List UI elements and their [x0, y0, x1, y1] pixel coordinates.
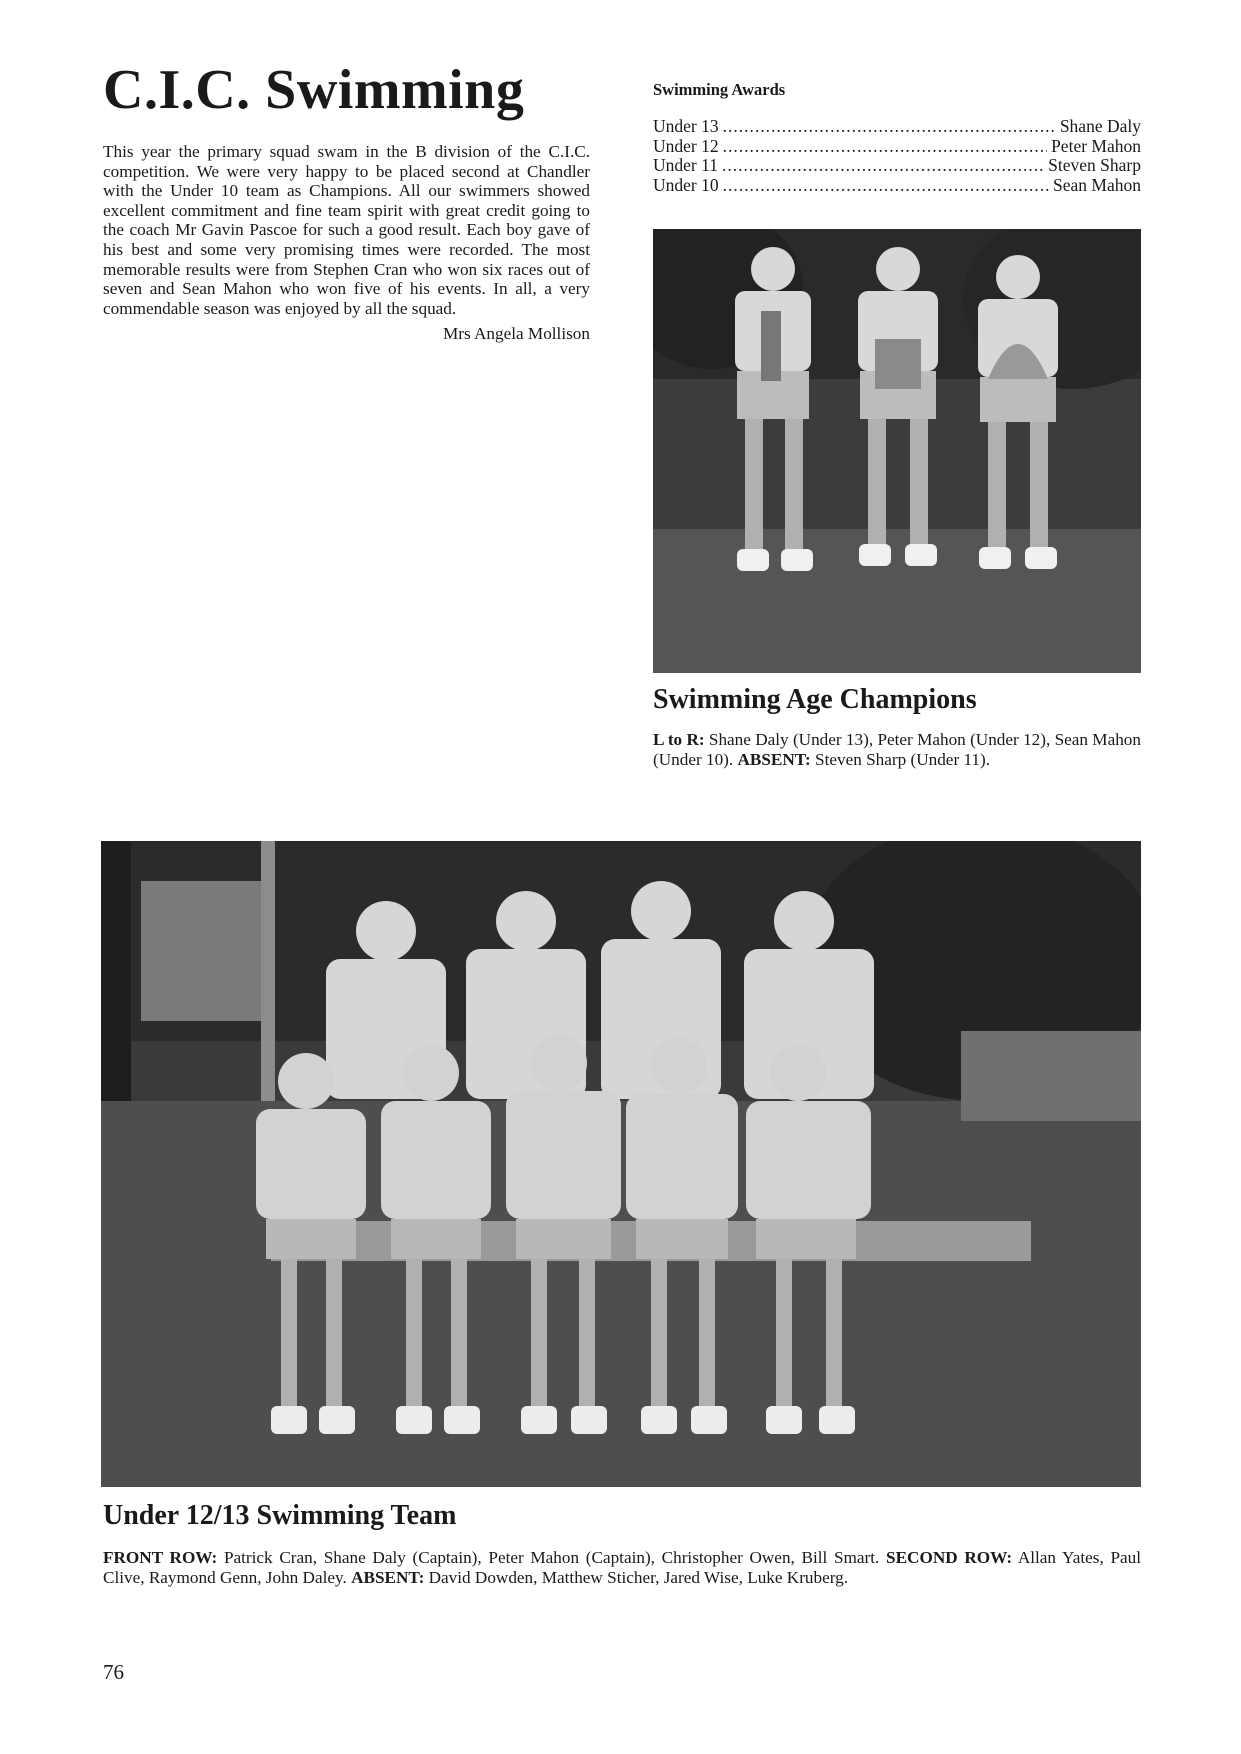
- front-row-text: Patrick Cran, Shane Daly (Captain), Peter Mahon (Captain), Christopher Owen, Bill Smart.: [217, 1548, 887, 1567]
- age-champions-caption: [653, 730, 1141, 769]
- page-number: 76: [103, 1660, 124, 1684]
- team-caption: [103, 1548, 1141, 1587]
- dot-leader: [723, 137, 1047, 157]
- second-row-label: SECOND ROW:: [886, 1548, 1013, 1567]
- age-champions-photo: [653, 229, 1141, 673]
- dot-leader: [723, 117, 1056, 137]
- caption-text: Shane Daly (Under 13), Peter Mahon (Under 12), Sean Mahon (Under 10).: [653, 730, 1141, 769]
- caption-label: L to R:: [653, 730, 705, 749]
- article-author: Mrs Angela Mollison: [442, 324, 590, 343]
- absent-text: Steven Sharp (Under 11).: [810, 749, 991, 769]
- age-champions-illustration: [653, 229, 1141, 673]
- award-winner: Sean Mahon: [1053, 174, 1141, 195]
- absent-label: ABSENT:: [737, 749, 811, 769]
- award-category: Under 10: [653, 174, 719, 195]
- award-category: Under 13: [653, 116, 719, 136]
- front-row-label: FRONT ROW:: [103, 1548, 218, 1567]
- awards-list: [653, 117, 1141, 195]
- award-winner: Shane Daly: [1059, 116, 1141, 136]
- award-winner: Steven Sharp: [1048, 155, 1141, 176]
- absent-text: David Dowden, Matthew Sticher, Jared Wise, Luke Kruberg.: [424, 1567, 849, 1587]
- absent-label: ABSENT:: [351, 1567, 425, 1587]
- award-row: [653, 137, 1141, 157]
- award-category: Under 11: [653, 155, 718, 176]
- award-row: [653, 156, 1141, 176]
- award-row: [653, 117, 1141, 137]
- team-heading: Under 12/13 Swimming Team: [103, 1500, 457, 1531]
- article-title: C.I.C. Swimming: [103, 59, 525, 121]
- award-row: [653, 176, 1141, 196]
- dot-leader: [723, 176, 1049, 196]
- article-body: This year the primary squad swam in the B division of the C.I.C. competition. We were very happy to be placed second at Chandler with the Under 10 team as Champions. All our swimmers showed excellent commitment and fine team spirit with great credit going to the coach Mr Gavin Pascoe for such a good result. Each boy gave of his best and some very promising times were recorded. The most memorable results were from Stephen Cran who won six races out of seven and Sean Mahon who won five of his events. In all, a very commendable season was enjoyed by all the squad.: [103, 142, 590, 318]
- team-photo: [101, 841, 1141, 1487]
- dot-leader: [722, 156, 1044, 176]
- award-winner: Peter Mahon: [1051, 135, 1141, 156]
- award-category: Under 12: [653, 135, 719, 156]
- awards-heading: Swimming Awards: [653, 80, 786, 99]
- age-champions-heading: Swimming Age Champions: [653, 684, 977, 715]
- team-illustration: [101, 841, 1141, 1487]
- second-row-text: Allan Yates, Paul Clive, Raymond Genn, John Daley.: [103, 1548, 1142, 1587]
